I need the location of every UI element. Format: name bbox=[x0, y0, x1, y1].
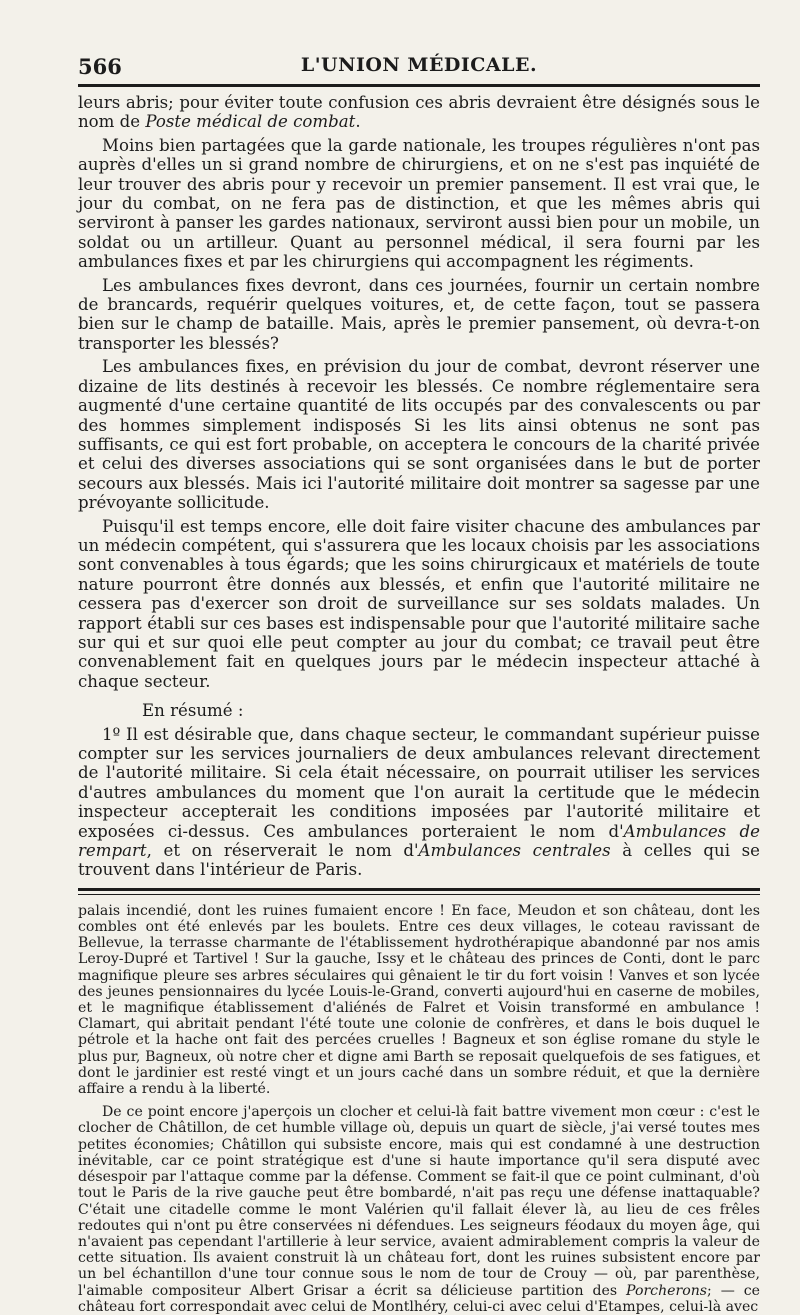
article-paragraph: Puisqu'il est temps encore, elle doit faire visiter chacune des ambulances par un médecin compétent, qui s'assurera que les locaux choisis par les associations sont convenables à tous égards; que les soins chirurgicaux et matériels de toute nature pourront être donnés aux blessés, et enfin que l'autorité militaire ne cessera pas d'exercer son droit de surveillance sur ses soldats malades. Un rapport établi sur ces bases est indispensable pour que l'autorité militaire sache sur qui et sur quoi elle peut compter au jour du combat; ce travail peut être convenablement fait en quelques jours par le médecin inspecteur attaché à chaque secteur. bbox=[78, 516, 760, 691]
feuilleton bbox=[78, 903, 760, 1315]
term-porcherons: Porcherons bbox=[626, 1282, 708, 1299]
article-paragraph: Les ambulances fixes devront, dans ces journées, fournir un certain nombre de brancards, requérir quelques voitures, et, de cette façon, tout se passera bien sur le champ de bataille. Mais, après le premier pansement, où devra-t-on transporter les blessés? bbox=[78, 275, 760, 353]
feuilleton-divider bbox=[78, 888, 760, 895]
article-paragraph: Moins bien partagées que la garde nationale, les troupes régulières n'ont pas auprès d'elles un si grand nombre de chirurgiens, et on ne s'est pas inquiété de leur trouver des abris pour y recevoir un premier pansement. Il est vrai que, le jour du combat, on ne fera pas de distinction, et que les mêmes abris qui serviront à panser les gardes nationaux, serviront aussi bien pour un mobile, un soldat ou un artilleur. Quant au personnel médical, il sera fourni par les ambulances fixes et par les chirurgiens qui accompagnent les régiments. bbox=[78, 135, 760, 272]
article-paragraph: Les ambulances fixes, en prévision du jour de combat, devront réserver une dizaine de lits destinés à recevoir les blessés. Ce nombre réglementaire sera augmenté d'une certaine quantité de lits occupés par des convalescents ou par des hommes simplement indisposés Si les lits ainsi obtenus ne sont pas suffisants, ce qui est fort probable, on acceptera le concours de la charité privée et celui des diverses associations qui se sont organisées dans le but de porter secours aux blessés. Mais ici l'autorité militaire doit montrer sa sagesse par une prévoyante sollicitude. bbox=[78, 357, 760, 513]
article-paragraph: leurs abris; pour éviter toute confusion ces abris devraient être désignés sous le nom de Poste médical de combat. bbox=[78, 93, 760, 132]
feuilleton-paragraph: palais incendié, dont les ruines fumaient encore ! En face, Meudon et son château, dont les combles ont été enlevés par les boulets. Entre ces deux villages, le coteau ravissant de Bellevue, la terrasse charmante de l'établissement hydrothérapique abandonné par nos amis Leroy-Dupré et Tartivel ! Sur la gauche, Issy et le château des princes de Conti, dont le parc magnifique pleure ses arbres séculaires qui gênaient le tir du fort voisin ! Vanves et son lycée des jeunes pensionnaires du lycée Louis-le-Grand, converti aujourd'hui en caserne de mobiles, et le magnifique établissement d'aliénés de Falret et Voisin transformé en ambulance ! Clamart, qui abritait pendant l'été toute une colonie de confrères, et dans le bois duquel le pétrole et la hache ont fait des percées cruelles ! Bagneux et son église romane du style le plus pur, Bagneux, où notre cher et digne ami Barth se reposait quelquefois de ses fatigues, et dont le jardinier est resté vingt et un jours caché dans un sombre réduit, et que la dernière affaire a rendu à la liberté. bbox=[78, 902, 760, 1098]
page-number: 566 bbox=[78, 54, 122, 79]
resume-heading: En résumé : bbox=[142, 701, 244, 721]
resume-item-1: 1º Il est désirable que, dans chaque secteur, le commandant supérieur puisse compter sur les services journaliers de deux ambulances relevant directement de l'autorité militaire. Si cela était nécessaire, on pourrait utiliser les services d'autres ambulances du moment que l'on aurait la certitude que le médecin inspecteur accepterait les conditions imposées par l'autorité militaire et exposées ci-dessus. Ces ambulances porteraient le nom d'Ambulances de rempart, et on réserverait le nom d'Ambulances centrales à celles qui se trouvent dans l'intérieur de Paris. bbox=[78, 724, 760, 880]
feuilleton-paragraph: De ce point encore j'aperçois un clocher et celui-là fait battre vivement mon cœur : c'est le clocher de Châtillon, de cet humble village où, depuis un quart de siècle, j'ai versé toutes mes petites économies; Châtillon qui subsiste encore, mais qui est condamné à une destruction inévitable, car ce point stratégique est d'une si haute importance qu'il sera disputé avec désespoir par l'attaque comme par la défense. Comment se fait-il que ce point culminant, d'où tout le Paris de la rive gauche peut être bombardé, n'ait pas reçu une défense inattaquable? C'était une citadelle comme le mont Valérien qu'il fallait élever là, au lieu de ces frêles redoutes qui n'ont pu être conservées ni défendues. Les seigneurs féodaux du moyen âge, qui n'avaient pas cependant l'artillerie à leur service, avaient admirablement compris la valeur de cette situation. Ils avaient construit là un château fort, dont les ruines subsistent encore par un bel échantillon d'une tour connue sous le nom de tour de Crouy — où, par parenthèse, l'aimable compositeur Albert Grisar a écrit sa délicieuse partition des Porcherons; — ce château fort correspondait avec celui de Montlhéry, celui-ci avec celui d'Etampes, celui-là avec bbox=[78, 1104, 760, 1315]
running-header bbox=[78, 50, 760, 87]
term-ambulances-centrales: Ambulances centrales bbox=[418, 841, 611, 861]
term-ambulances-rempart: Ambulances de rempart bbox=[78, 821, 760, 861]
article-body bbox=[78, 93, 760, 880]
journal-title: L'UNION MÉDICALE. bbox=[300, 54, 538, 76]
term-poste-medical: Poste médical de combat bbox=[145, 112, 356, 132]
